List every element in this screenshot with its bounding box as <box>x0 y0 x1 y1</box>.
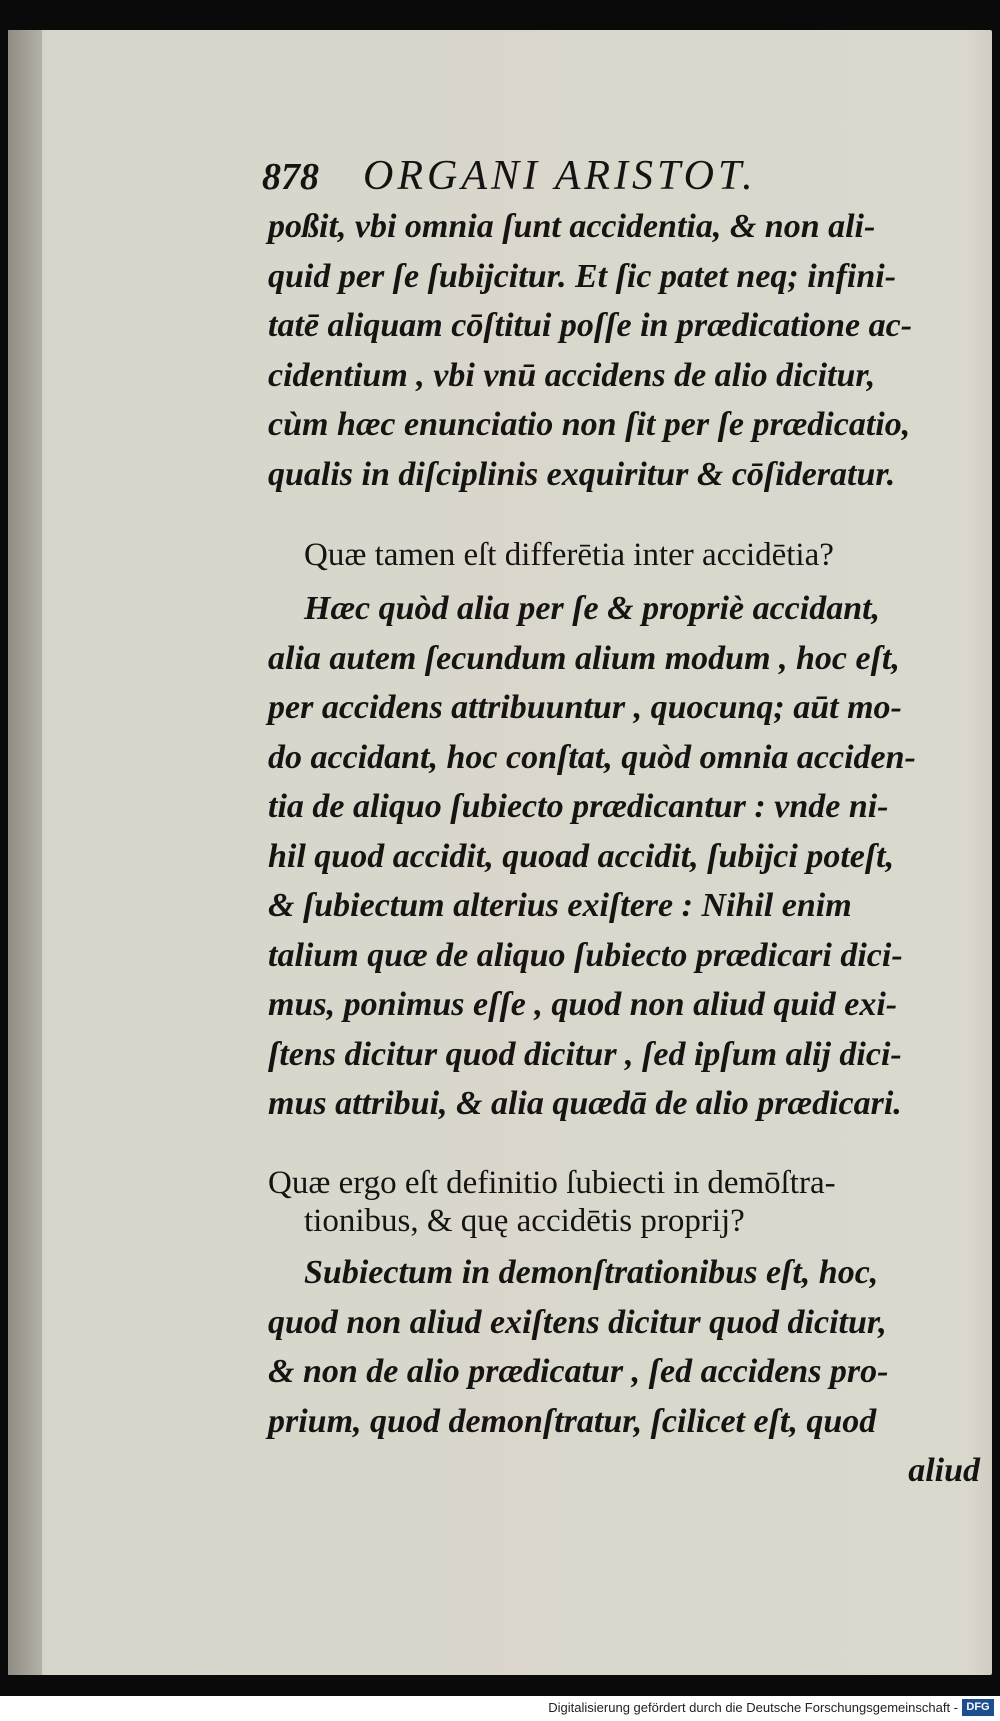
dfg-logo: DFG <box>962 1699 994 1716</box>
text-line: quid per ſe ſubijcitur. Et ſic patet neq; infini- <box>268 257 897 295</box>
text-line: & non de alio prædicatur , ſed accidens pro- <box>268 1353 889 1390</box>
body-paragraph-2 <box>268 584 980 1129</box>
text-line: poßit, vbi omnia ſunt accidentia, & non ali- <box>268 208 876 245</box>
page-number: 878 <box>262 156 319 198</box>
text-line: talium quæ de aliquo ſubiecto prædicari dici- <box>268 936 903 974</box>
body-paragraph-3 <box>268 1248 980 1496</box>
running-title: ORGANI ARISTOT. <box>363 153 757 199</box>
text-line: ſtens dicitur quod dicitur , ſed ipſum alij dici- <box>268 1035 902 1073</box>
text-line: cidentium , vbi vnū accidens de alio dicitur, <box>268 356 876 394</box>
text-line: mus, ponimus eſſe , quod non aliud quid exi- <box>268 986 898 1023</box>
question-heading-1 <box>268 536 980 574</box>
text-line: tionibus, & quę accidētis proprij? <box>304 1203 745 1239</box>
text-line: per accidens attribuuntur , quocunq; aūt mo- <box>268 689 902 726</box>
text-line: Subiectum in demonſtrationibus eſt, hoc, <box>304 1254 879 1291</box>
text-line: cùm hæc enunciatio non ſit per ſe prædicatio, <box>268 406 911 443</box>
text-line: & ſubiectum alterius exiſtere : Nihil enim <box>268 887 852 924</box>
text-line: Quæ tamen eſt differētia inter accidētia? <box>304 537 834 573</box>
text-line: Quæ ergo eſt definitio ſubiecti in demōſtra- <box>268 1165 836 1201</box>
text-line: Hæc quòd alia per ſe & propriè accidant, <box>304 590 881 627</box>
text-line: mus attribui, & alia quædā de alio prædicari. <box>268 1085 902 1122</box>
page-gutter <box>8 30 42 1675</box>
text-line: hil quod accidit, quoad accidit, ſubijci poteſt, <box>268 837 895 875</box>
text-line: alia autem ſecundum alium modum , hoc eſt, <box>268 639 900 677</box>
digitization-credit: Digitalisierung gefördert durch die Deutsche Forschungsgemeinschaft - <box>548 1700 958 1715</box>
text-line: quod non aliud exiſtens dicitur quod dicitur, <box>268 1303 887 1341</box>
text-line: qualis in diſciplinis exquiritur & cōſideratur. <box>268 455 896 493</box>
text-line: tatē aliquam cōſtitui poſſe in prædicatione ac- <box>268 307 913 344</box>
catchword: aliud <box>908 1452 980 1489</box>
body-paragraph-1 <box>268 202 980 499</box>
text-line: do accidant, hoc conſtat, quòd omnia acciden- <box>268 738 916 776</box>
text-line: tia de aliquo ſubiecto prædicantur : vnde ni- <box>268 788 889 825</box>
question-heading-2 <box>268 1164 980 1240</box>
text-line: prium, quod demonſtratur, ſcilicet eſt, quod <box>268 1402 877 1440</box>
page-header <box>262 152 757 200</box>
